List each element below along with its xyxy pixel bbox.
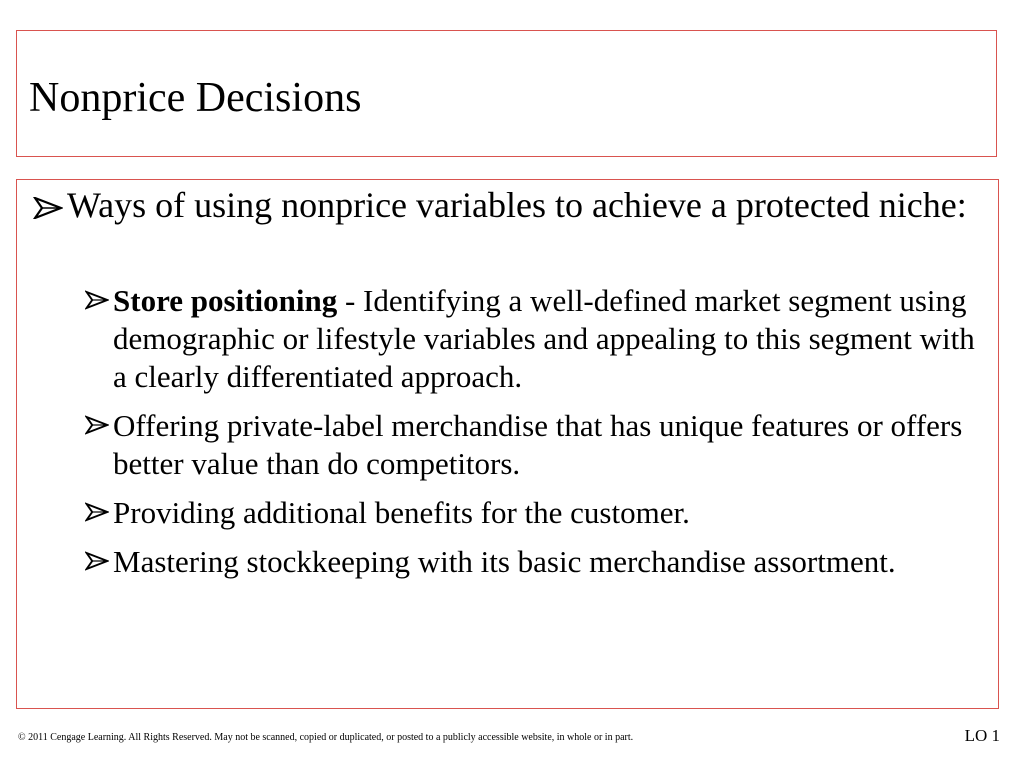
sub-bullet-text: Providing additional benefits for the customer. bbox=[113, 495, 690, 530]
learning-objective-label: LO 1 bbox=[964, 726, 1000, 745]
arrow-bullet-icon bbox=[83, 494, 113, 522]
sub-bullet-store-positioning bbox=[83, 282, 983, 396]
slide-title: Nonprice Decisions bbox=[29, 75, 362, 121]
title-frame bbox=[16, 30, 997, 157]
arrow-bullet-icon bbox=[83, 407, 113, 435]
content-frame bbox=[16, 179, 999, 709]
sub-bullet-additional-benefits bbox=[83, 494, 983, 532]
arrow-bullet-icon bbox=[83, 282, 113, 310]
main-bullet bbox=[31, 186, 981, 224]
sub-bullet-description: - Identifying a well-defined market segment using demographic or lifestyle variables and appealing to this segment with a clearly differentiated approach. bbox=[113, 283, 975, 394]
sub-bullet-text: Offering private-label merchandise that has unique features or offers better value than do competitors. bbox=[113, 408, 963, 481]
copyright-notice: © 2011 Cengage Learning. All Rights Reserved. May not be scanned, copied or duplicated, or posted to a publicly accessible website, in whole or in part. bbox=[18, 732, 634, 743]
sub-bullet-list bbox=[83, 282, 983, 592]
sub-bullet-private-label bbox=[83, 407, 983, 483]
sub-bullet-text: Mastering stockkeeping with its basic merchandise assortment. bbox=[113, 544, 896, 579]
sub-bullet-text bbox=[113, 282, 983, 396]
main-bullet-text: Ways of using nonprice variables to achieve a protected niche: bbox=[67, 185, 967, 225]
sub-bullet-bold-term: Store positioning bbox=[113, 283, 338, 318]
arrow-bullet-icon bbox=[83, 543, 113, 571]
sub-bullet-stockkeeping bbox=[83, 543, 983, 581]
arrow-bullet-icon bbox=[31, 186, 67, 214]
